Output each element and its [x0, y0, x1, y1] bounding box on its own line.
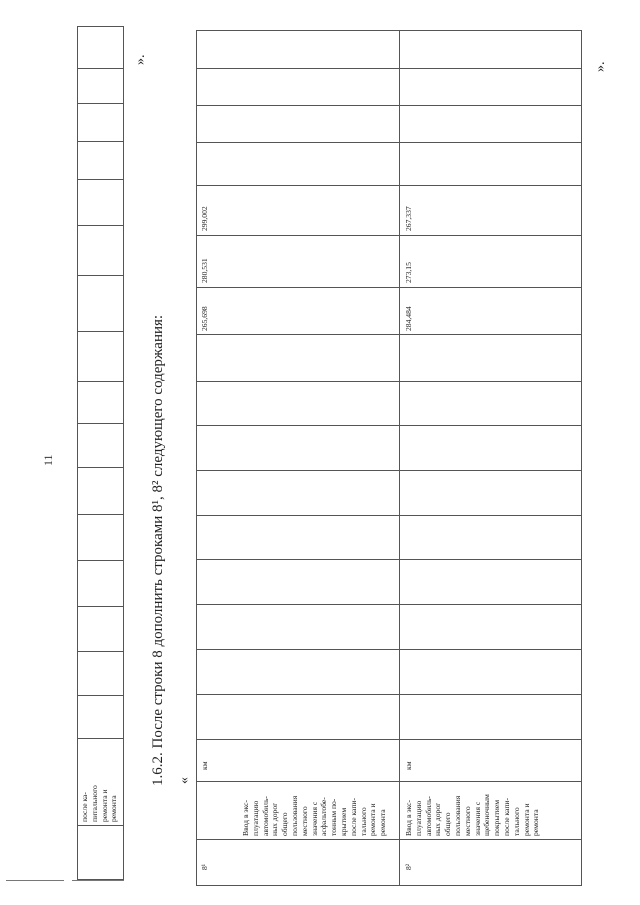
table-cell-text: ремонта — [109, 795, 119, 822]
row-value: 284,484 — [404, 306, 413, 331]
table-cell-text: питального — [89, 785, 99, 822]
page-number: 11 — [41, 454, 55, 466]
row-name-line: Ввод в экс- — [241, 799, 250, 836]
row-number: 8¹ — [200, 863, 209, 870]
row-name-line: тального — [511, 807, 521, 836]
top-table-name-cell — [80, 785, 119, 822]
row-name-line: тонным по- — [329, 798, 339, 836]
row-name-line: ремонта — [531, 809, 541, 836]
row-name-line: Ввод в экс- — [404, 799, 413, 836]
row-name-line: общего — [280, 812, 290, 836]
row-name-line: автомобиль- — [423, 796, 433, 836]
row-unit: км — [200, 761, 209, 770]
row-name-line: местного — [462, 806, 472, 836]
row-value: 273,15 — [404, 262, 413, 283]
row-value: 299,002 — [200, 206, 209, 231]
row-name-line: щебеночным — [482, 794, 492, 836]
row-name-line: ных дорог — [433, 802, 443, 836]
close-quote-bottom: ». — [593, 61, 608, 72]
row-name-line: ремонта — [378, 809, 388, 836]
row-name-line: местного — [299, 806, 309, 836]
row-unit: км — [404, 761, 413, 770]
close-quote-top: ». — [133, 54, 148, 65]
row-name — [404, 776, 541, 836]
row-value: 265,698 — [200, 306, 209, 331]
table-cell-text: после ка- — [80, 792, 89, 822]
table-cell-text: ремонта и — [99, 789, 109, 822]
section-heading: 1.6.2. После строки 8 дополнить строками 8¹, 8² следующего содержания: — [150, 314, 166, 786]
footnote-separator — [72, 880, 124, 881]
open-quote: « — [177, 777, 192, 784]
row-name-line: плуатацию — [250, 800, 260, 836]
row-name-line: плуатацию — [413, 800, 423, 836]
row-name-line: покрытием — [492, 799, 502, 836]
row-name-line: ных дорог — [270, 802, 280, 836]
footnote-separator — [6, 880, 64, 881]
row-name-line: тального — [358, 807, 368, 836]
row-name-line: после капи- — [501, 798, 511, 836]
row-name-line: после капи- — [348, 798, 358, 836]
row-name-line: асфальтобе- — [319, 797, 329, 836]
row-value: 267,337 — [404, 206, 413, 231]
row-name-line: значения с — [309, 801, 319, 836]
row-name-line: крытием — [338, 807, 348, 836]
row-name-line: ремонта и — [368, 803, 378, 836]
row-name-line: автомобиль- — [260, 796, 270, 836]
row-name — [241, 776, 388, 836]
row-name-line: общего — [443, 812, 453, 836]
row-name-line: пользования — [289, 795, 299, 836]
row-name-line: ремонта и — [521, 803, 531, 836]
row-number: 8² — [404, 863, 413, 870]
row-value: 280,531 — [200, 258, 209, 283]
row-name-line: значения с — [472, 801, 482, 836]
row-name-line: пользования — [452, 795, 462, 836]
